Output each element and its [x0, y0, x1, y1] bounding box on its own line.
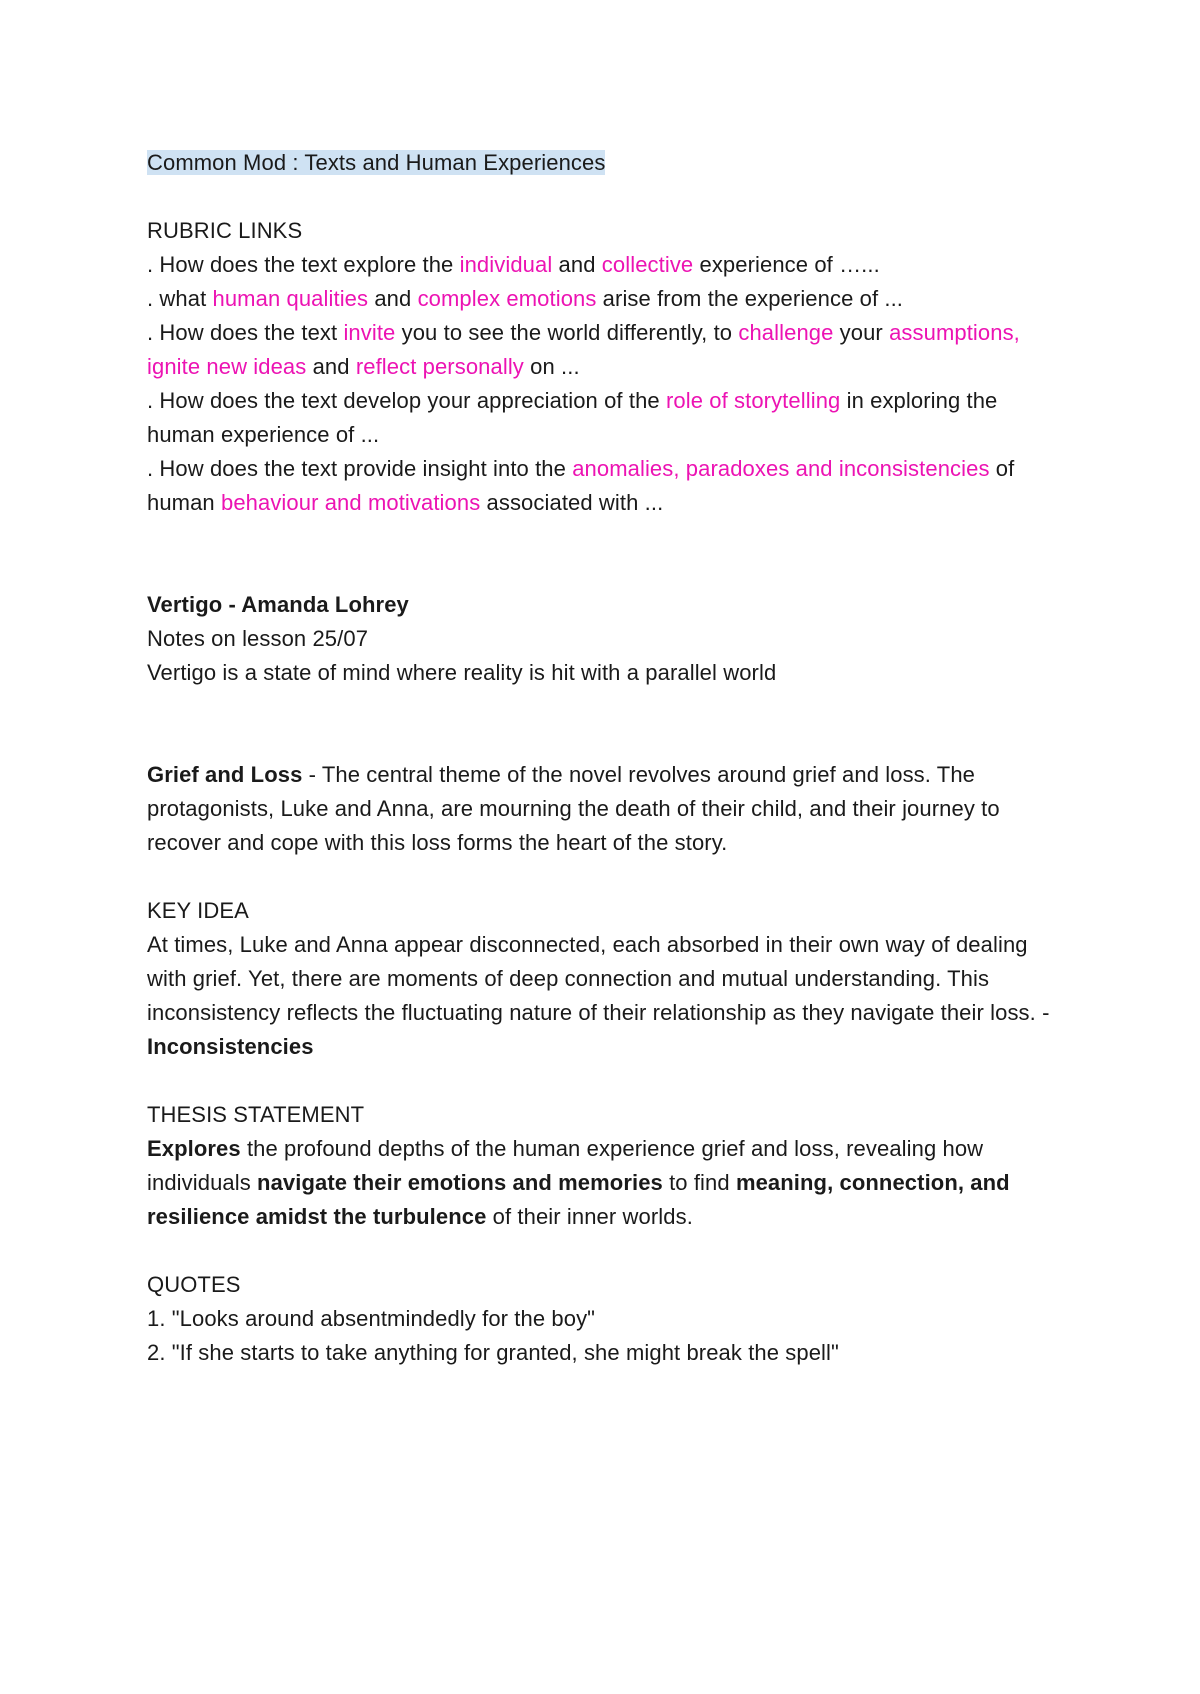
key-idea-paragraph: At times, Luke and Anna appear disconnected, each absorbed in their own way of dealing with grief. Yet, there are moments of deep connection and mutual understanding. This inconsistency reflects the fluctuating nature of their relationship as they navigate their loss. - Inconsistencies — [147, 932, 1050, 1059]
vertigo-title: Vertigo - Amanda Lohrey — [147, 592, 409, 617]
highlight-term: role of storytelling — [665, 388, 841, 413]
highlight-term: behaviour and motivations — [220, 490, 481, 515]
grief-paragraph: Grief and Loss - The central theme of the novel revolves around grief and loss. The protagonists, Luke and Anna, are mourning the death of their child, and their journey to recover and cope with this loss forms the heart of the story. — [147, 762, 1000, 855]
thesis-paragraph: Explores the profound depths of the human experience grief and loss, revealing how individuals navigate their emotions and memories to find meaning, connection, and resilience amidst the turbulence of their inner worlds. — [147, 1136, 1010, 1229]
vertigo-definition: Vertigo is a state of mind where reality is hit with a parallel world — [147, 660, 777, 685]
rubric-question-4: . How does the text develop your appreciation of the role of storytelling in exploring the human experience of ... — [147, 388, 998, 447]
rubric-question-1: . How does the text explore the individual and collective experience of …... — [147, 252, 880, 277]
highlight-term: assumptions, ignite new ideas — [147, 320, 1020, 379]
highlight-term: complex emotions — [417, 286, 597, 311]
highlight-term: individual — [459, 252, 553, 277]
quote-item: 1. "Looks around absentmindedly for the boy" — [147, 1306, 596, 1331]
quote-item: 2. "If she starts to take anything for granted, she might break the spell" — [147, 1340, 839, 1365]
rubric-heading: RUBRIC LINKS — [147, 218, 303, 243]
quotes-heading: QUOTES — [147, 1272, 241, 1297]
rubric-question-3: . How does the text invite you to see the world differently, to challenge your assumptions, ignite new ideas and reflect personally on ... — [147, 320, 1020, 379]
highlight-term: reflect personally — [355, 354, 524, 379]
title-highlight: Common Mod : Texts and Human Experiences — [147, 150, 606, 175]
rubric-question-5: . How does the text provide insight into the anomalies, paradoxes and inconsistencies of human behaviour and motivations associated with ... — [147, 456, 1015, 515]
highlight-term: anomalies, paradoxes and inconsistencies — [572, 456, 990, 481]
highlight-term: challenge — [738, 320, 834, 345]
lesson-notes-label: Notes on lesson 25/07 — [147, 626, 369, 651]
highlight-term: invite — [343, 320, 396, 345]
rubric-question-2: . what human qualities and complex emotions arise from the experience of ... — [147, 286, 904, 311]
key-idea-heading: KEY IDEA — [147, 898, 249, 923]
highlight-term: collective — [601, 252, 694, 277]
document-title — [147, 146, 1050, 180]
thesis-heading: THESIS STATEMENT — [147, 1102, 365, 1127]
highlight-term: human qualities — [212, 286, 369, 311]
grief-title: Grief and Loss — [147, 762, 303, 787]
